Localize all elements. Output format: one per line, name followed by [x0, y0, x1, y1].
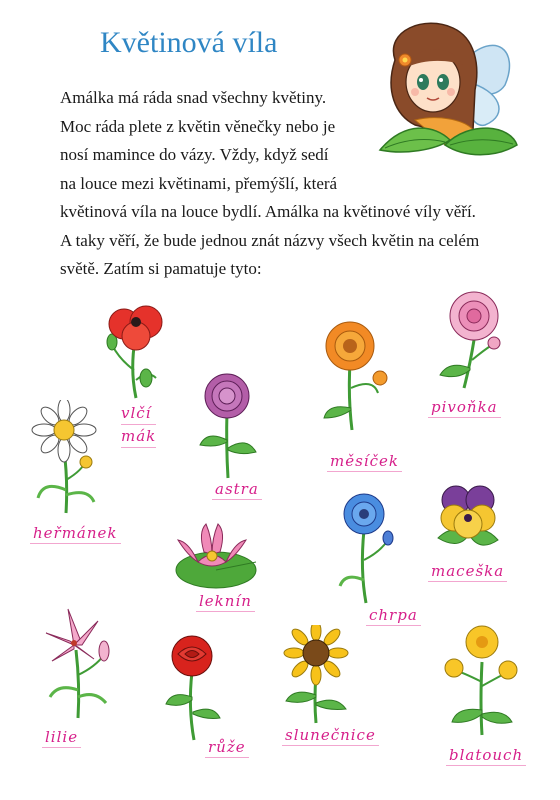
- rose-icon: [158, 632, 228, 742]
- peony-label: pivoňka: [428, 398, 501, 418]
- peony-icon: [434, 290, 514, 390]
- poppy-label-line2: mák: [121, 425, 156, 448]
- pansy-icon: [428, 478, 508, 558]
- waterlily-icon: [168, 522, 258, 592]
- lily-icon: [40, 605, 120, 720]
- page-title: Květinová víla: [100, 26, 278, 59]
- poppy-label-line1: vlčí: [121, 402, 156, 425]
- cornflower-icon: [330, 490, 400, 605]
- chamomile-label: heřmánek: [30, 524, 121, 544]
- cornflower-label: chrpa: [366, 606, 421, 626]
- paragraph-line: Amálka má ráda snad všechny květiny.: [60, 88, 327, 107]
- paragraph-line: nosí mamince do vázy. Vždy, když sedí: [60, 145, 329, 164]
- fairy-illustration: [375, 20, 520, 170]
- poppy-label: [118, 402, 159, 449]
- pansy-label: maceška: [428, 562, 507, 582]
- poppy-icon: [100, 300, 170, 400]
- aster-label: astra: [212, 480, 262, 500]
- aster-icon: [192, 370, 262, 480]
- sunflower-icon: [276, 625, 356, 725]
- buttercup-icon: [442, 622, 522, 737]
- waterlily-label: leknín: [196, 592, 255, 612]
- calendula-label: měsíček: [327, 452, 402, 472]
- sunflower-label: slunečnice: [282, 726, 379, 746]
- paragraph-line: Moc ráda plete z květin věnečky nebo je: [60, 116, 336, 136]
- chamomile-icon: [28, 400, 108, 515]
- calendula-icon: [318, 318, 393, 433]
- paragraph-line: květinová víla na louce bydlí. Amálka na květinové víly věří.: [60, 202, 476, 221]
- rose-label: růže: [205, 738, 249, 758]
- paragraph-line: světě. Zatím si pamatuje tyto:: [60, 259, 262, 278]
- paragraph-line: na louce mezi květinami, přemýšlí, která: [60, 173, 338, 193]
- lily-label: lilie: [42, 728, 81, 748]
- paragraph-line: A taky věří, že bude jednou znát názvy všech květin na celém: [60, 230, 480, 250]
- buttercup-label: blatouch: [446, 746, 526, 766]
